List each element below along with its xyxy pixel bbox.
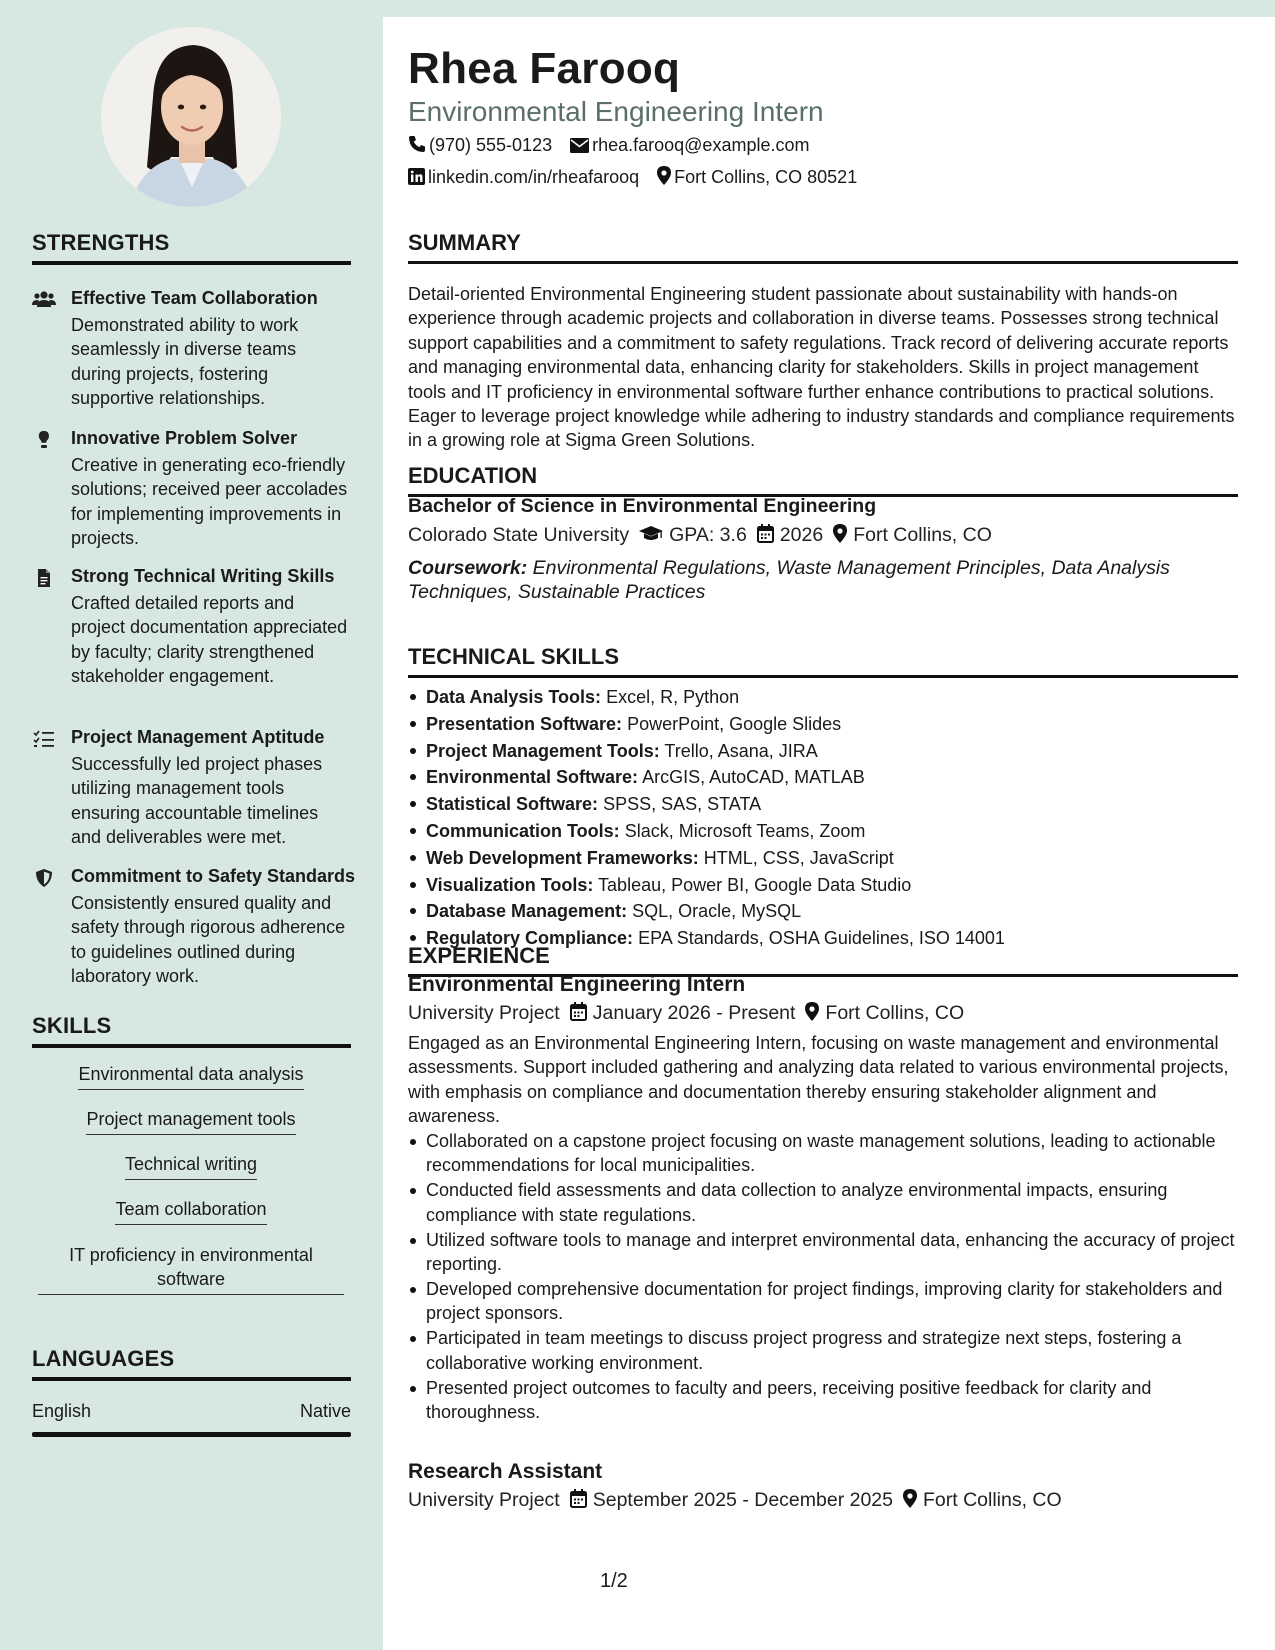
list-item: Communication Tools: Slack, Microsoft Teams, Zoom: [408, 818, 1238, 845]
location-pin-icon: [657, 166, 671, 190]
degree-title: Bachelor of Science in Environmental Engineering: [408, 495, 877, 517]
gpa-text: GPA: 3.6: [669, 524, 747, 546]
list-item: Regulatory Compliance: EPA Standards, OSHA Guidelines, ISO 14001: [408, 925, 1238, 952]
location-text: Fort Collins, CO 80521: [674, 167, 858, 187]
job-location: Fort Collins, CO: [922, 1489, 1062, 1511]
coursework-label: Coursework:: [408, 557, 528, 579]
strength-title: Innovative Problem Solver: [71, 428, 298, 448]
coursework-text: Environmental Regulations, Waste Management Principles, Data Analysis Techniques, Sustainable Practices: [408, 557, 1170, 604]
page-indicator: 1/2: [600, 1570, 628, 1592]
list-item: Database Management: SQL, Oracle, MySQL: [408, 898, 1238, 925]
mail-icon: [570, 137, 589, 158]
list-item: Project Management Tools: Trello, Asana, JIRA: [408, 738, 1238, 765]
strengths-heading: STRENGTHS: [32, 230, 351, 265]
skill-tag: Project management tools: [38, 1107, 344, 1135]
lightbulb-icon: [32, 430, 56, 450]
education-info: [408, 524, 992, 549]
candidate-name: Rhea Farooq: [408, 44, 681, 93]
list-item: Conducted field assessments and data collection to analyze environmental impacts, ensuring compliance with state regulations.: [408, 1178, 1238, 1227]
summary-heading: SUMMARY: [408, 230, 1238, 264]
list-item: Web Development Frameworks: HTML, CSS, JavaScript: [408, 845, 1238, 872]
location-pin-icon: [805, 1002, 819, 1027]
list-item: Environmental Software: ArcGIS, AutoCAD, MATLAB: [408, 764, 1238, 791]
document-icon: [32, 568, 56, 588]
experience-heading: EXPERIENCE: [408, 943, 1238, 977]
location-pin-icon: [833, 524, 847, 549]
job-dates: January 2026 - Present: [592, 1002, 796, 1024]
job-bullets: [408, 1129, 1238, 1425]
list-item: Utilized software tools to manage and interpret environmental data, enhancing the accuracy of project reporting.: [408, 1228, 1238, 1277]
job-info: [408, 1489, 1062, 1514]
list-item: Visualization Tools: Tableau, Power BI, Google Data Studio: [408, 872, 1238, 899]
contact-line-1: [408, 135, 809, 158]
job-info: [408, 1002, 964, 1027]
strength-title: Project Management Aptitude: [71, 727, 325, 747]
job-location: Fort Collins, CO: [825, 1002, 965, 1024]
graduation-cap-icon: [639, 525, 663, 549]
strength-desc: Demonstrated ability to work seamlessly in diverse teams during projects, fostering supportive relationships.: [71, 315, 299, 409]
languages-heading: LANGUAGES: [32, 1346, 351, 1381]
job-dates: September 2025 - December 2025: [592, 1489, 893, 1511]
calendar-icon: [757, 524, 774, 549]
shield-icon: [32, 868, 56, 888]
strength-title: Effective Team Collaboration: [71, 288, 318, 308]
job-org: University Project: [408, 1002, 560, 1024]
list-item: Participated in team meetings to discuss project progress and strategize next steps, fostering a collaborative working environment.: [408, 1326, 1238, 1375]
skills-heading: SKILLS: [32, 1013, 351, 1048]
strength-desc: Successfully led project phases utilizing management tools ensuring accountable timelines and deliverables were met.: [71, 754, 323, 848]
phone-text: (970) 555-0123: [429, 135, 553, 155]
language-level: Native: [299, 1401, 351, 1421]
summary-text: Detail-oriented Environmental Engineering student passionate about sustainability with hands-on experience through academic projects and collaboration in diverse teams. Possesses strong technical support capabilities and a commitment to safety regulations. Track record of delivering accurate reports and managing environmental data, enhancing clarity for stakeholders. Skills in project management tools and IT proficiency in environmental software further enhance contributions to practical solutions. Eager to leverage project knowledge while adhering to industry standards and compliance requirements in a growing role at Sigma Green Solutions.: [408, 284, 1235, 451]
skill-tag: IT proficiency in environmental software: [38, 1243, 344, 1295]
main-content: [383, 17, 1275, 1650]
strength-desc: Consistently ensured quality and safety through rigorous adherence to guidelines outlined during laboratory work.: [71, 893, 346, 987]
profile-photo: [101, 27, 281, 207]
job-description: Engaged as an Environmental Engineering Intern, focusing on waste management and environmental assessments. Support included gathering and analyzing data related to various environmental projects, with emphasis on compliance and documentation thereby ensuring stakeholder alignment and awareness.: [408, 1033, 1229, 1127]
list-item: Data Analysis Tools: Excel, R, Python: [408, 684, 1238, 711]
job-org: University Project: [408, 1489, 560, 1511]
location-pin-icon: [903, 1489, 917, 1514]
skill-tag: Team collaboration: [38, 1197, 344, 1225]
email-link[interactable]: rhea.farooq@example.com: [592, 135, 810, 155]
technical-skills-list: [408, 684, 1238, 952]
strength-title: Strong Technical Writing Skills: [71, 566, 335, 586]
education-heading: EDUCATION: [408, 463, 1238, 497]
calendar-icon: [570, 1002, 587, 1027]
phone-icon: [408, 135, 426, 158]
graduation-year: 2026: [779, 524, 824, 546]
sidebar: [0, 0, 383, 1650]
contact-line-2: [408, 166, 857, 190]
strength-desc: Crafted detailed reports and project documentation appreciated by faculty; clarity strengthened stakeholder engagement.: [71, 593, 348, 687]
school-location: Fort Collins, CO: [853, 524, 992, 546]
skill-tag: Environmental data analysis: [38, 1062, 344, 1090]
list-item: Collaborated on a capstone project focusing on waste management solutions, leading to actionable recommendations for local municipalities.: [408, 1129, 1238, 1178]
users-icon: [32, 290, 56, 310]
language-name: English: [32, 1401, 92, 1421]
linkedin-icon: [408, 168, 425, 190]
linkedin-link[interactable]: linkedin.com/in/rheafarooq: [428, 167, 640, 187]
checklist-icon: [32, 729, 56, 749]
language-level-bar: [32, 1432, 351, 1437]
list-item: Developed comprehensive documentation for project findings, improving clarity for stakeholders and project sponsors.: [408, 1277, 1238, 1326]
technical-skills-heading: TECHNICAL SKILLS: [408, 644, 1238, 678]
calendar-icon: [570, 1489, 587, 1514]
list-item: Statistical Software: SPSS, SAS, STATA: [408, 791, 1238, 818]
job-title: Environmental Engineering Intern: [408, 973, 746, 996]
school-name: Colorado State University: [408, 524, 630, 546]
strength-desc: Creative in generating eco-friendly solutions; received peer accolades for implementing improvements in projects.: [71, 455, 348, 549]
job-title: Research Assistant: [408, 1460, 603, 1483]
skill-tag: Technical writing: [38, 1152, 344, 1180]
candidate-role: Environmental Engineering Intern: [408, 96, 824, 127]
coursework: [408, 556, 1238, 605]
strength-title: Commitment to Safety Standards: [71, 866, 356, 886]
list-item: Presentation Software: PowerPoint, Google Slides: [408, 711, 1238, 738]
list-item: Presented project outcomes to faculty and peers, receiving positive feedback for clarity and thoroughness.: [408, 1376, 1238, 1425]
